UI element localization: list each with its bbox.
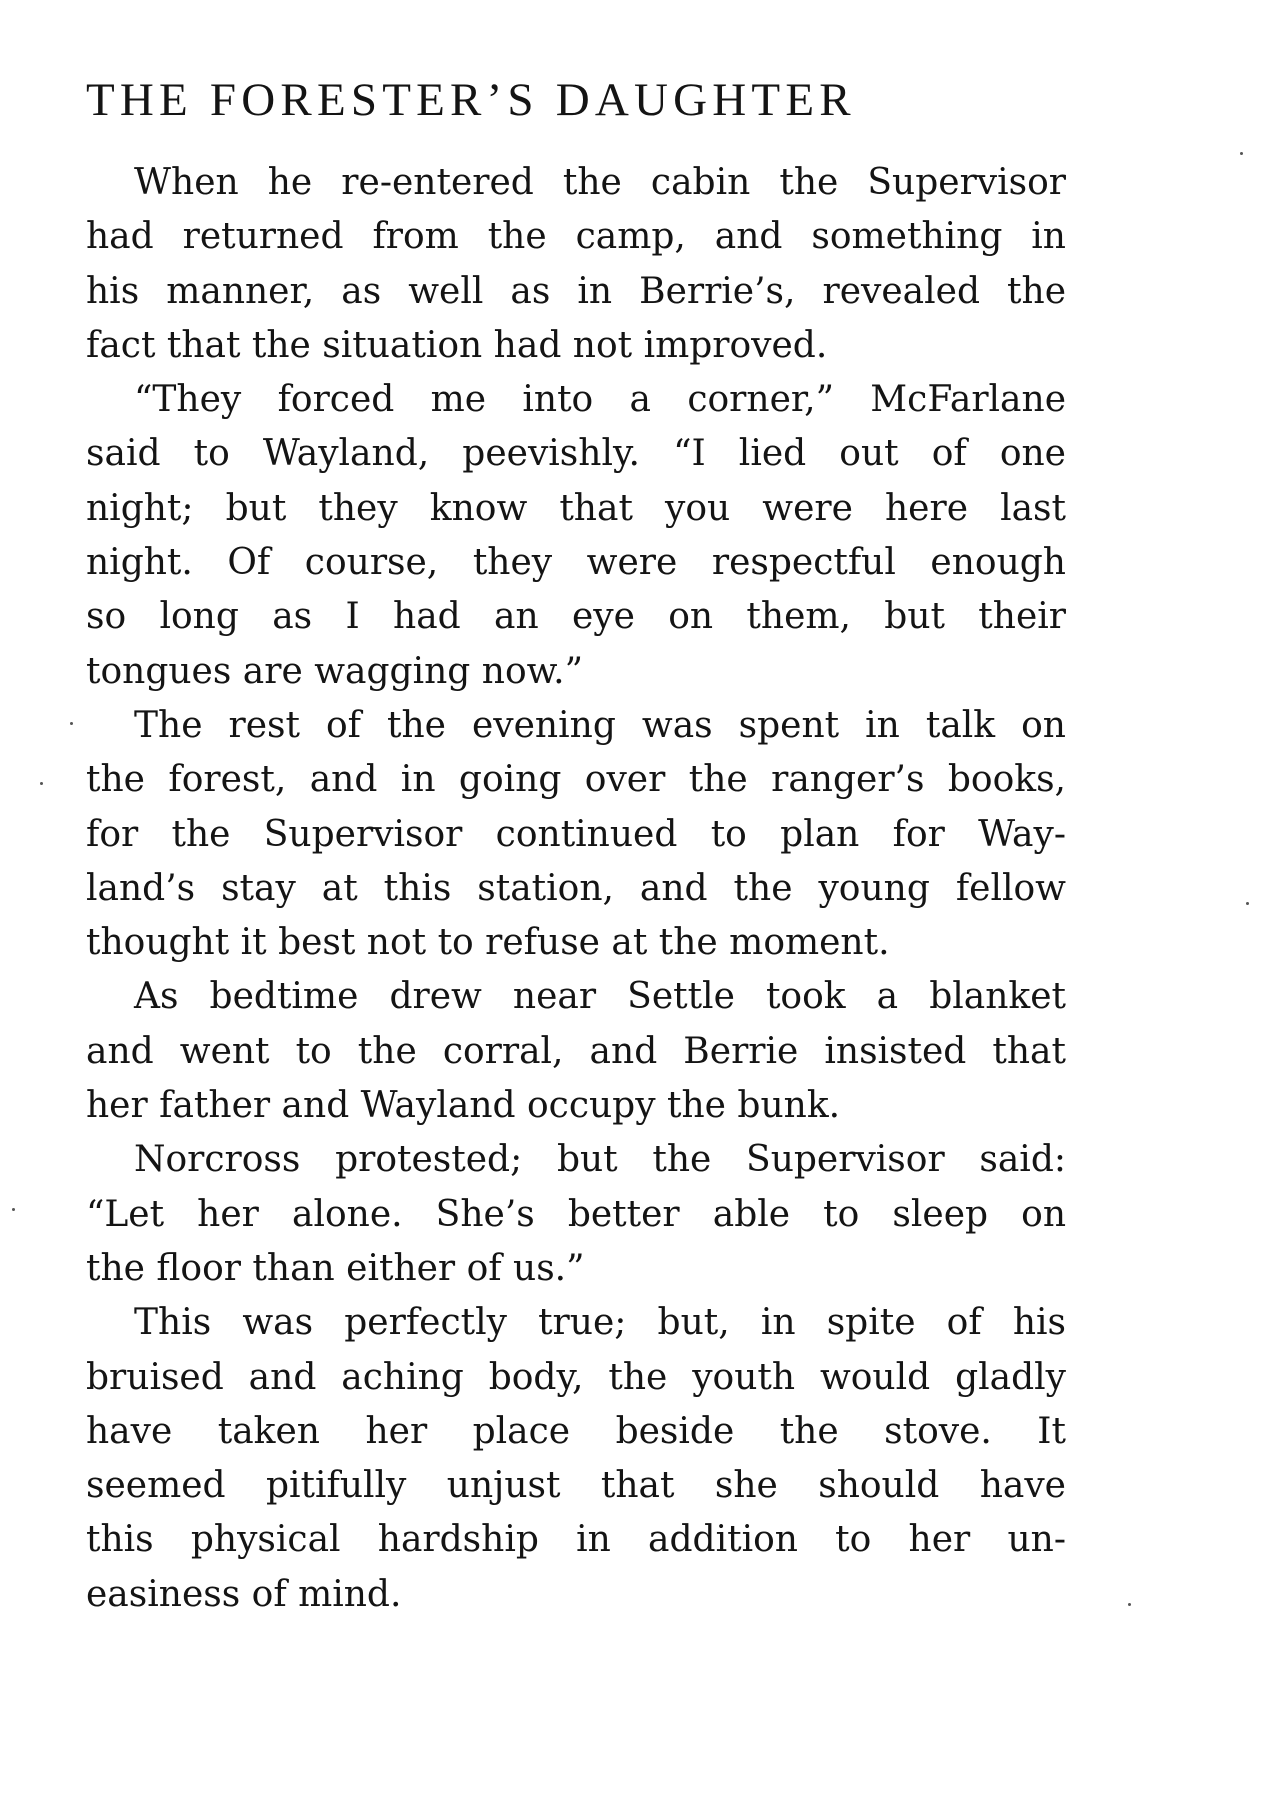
scan-speck: [1246, 902, 1249, 905]
text-line: the floor than either of us.”: [86, 1247, 585, 1289]
text-line: bruised and aching body, the youth would gladly: [86, 1356, 1066, 1398]
scan-speck: [40, 782, 43, 785]
text-line: said to Wayland, peevishly. “I lied out of one: [86, 433, 1066, 475]
scan-speck: [12, 1208, 15, 1211]
running-header: THE FORESTER’S DAUGHTER: [86, 74, 856, 126]
text-line: easiness of mind.: [86, 1573, 402, 1615]
text-line: so long as I had an eye on them, but their: [86, 596, 1066, 638]
text-line: The rest of the evening was spent in talk on: [134, 704, 1066, 746]
text-line: fact that the situation had not improved.: [86, 324, 828, 366]
text-line: and went to the corral, and Berrie insisted that: [86, 1030, 1066, 1072]
text-line: her father and Wayland occupy the bunk.: [86, 1085, 841, 1127]
text-line: Norcross protested; but the Supervisor said:: [134, 1139, 1066, 1181]
text-line: his manner, as well as in Berrie’s, revealed the: [86, 270, 1066, 312]
text-line: “Let her alone. She’s better able to sleep on: [86, 1193, 1066, 1235]
text-line: night; but they know that you were here last: [86, 487, 1066, 529]
body-text: [86, 156, 1066, 1622]
text-line: this physical hardship in addition to her un-: [86, 1519, 1066, 1561]
text-line: This was perfectly true; but, in spite of his: [134, 1302, 1066, 1344]
text-line: As bedtime drew near Settle took a blanket: [134, 976, 1066, 1018]
text-line: land’s stay at this station, and the young fellow: [86, 867, 1066, 909]
text-line: have taken her place beside the stove. It: [86, 1410, 1066, 1452]
text-line: seemed pitifully unjust that she should have: [86, 1465, 1066, 1507]
scan-speck: [1128, 1603, 1131, 1606]
text-line: night. Of course, they were respectful enough: [86, 542, 1066, 584]
text-line: When he re-entered the cabin the Supervisor: [134, 162, 1066, 203]
text-line: tongues are wagging now.”: [86, 650, 584, 692]
scan-speck: [1240, 152, 1243, 155]
text-line: “They forced me into a corner,” McFarlane: [134, 379, 1066, 421]
text-line: for the Supervisor continued to plan for Way-: [86, 813, 1066, 855]
text-line: thought it best not to refuse at the moment.: [86, 922, 890, 964]
scan-speck: [70, 722, 73, 725]
text-line: the forest, and in going over the ranger’s books,: [86, 759, 1066, 801]
text-line: had returned from the camp, and something in: [86, 216, 1066, 258]
